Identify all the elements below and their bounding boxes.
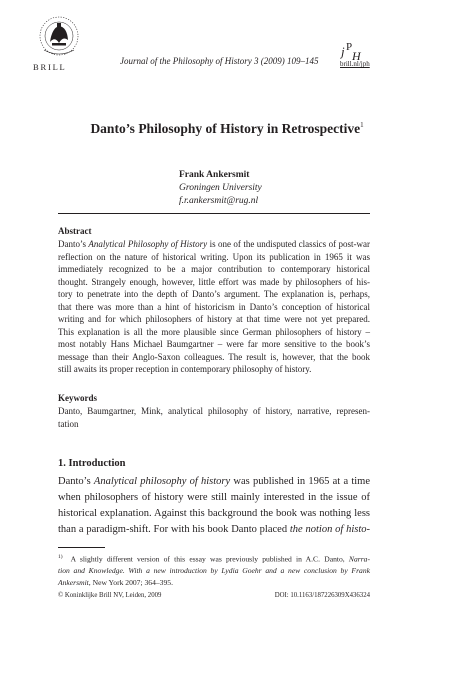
body-paragraph xyxy=(58,474,370,538)
title-footnote-marker[interactable]: 1 xyxy=(360,120,364,129)
footnote-marker: 1) xyxy=(58,554,63,560)
abstract-line: thought. Strangely enough, however, little effort was made by philosophers of his- xyxy=(58,276,370,287)
book-title: Analytical Philosophy of History xyxy=(88,239,208,249)
abstract-line: still awaits its proper reception in contemporary philosophy of history. xyxy=(58,364,312,374)
footnote-divider xyxy=(58,547,105,548)
footnote-line: tion and Knowledge. With a new introduction by Lydia Goehr and a new conclusion by Frank xyxy=(58,566,370,576)
publisher-name: BRILL xyxy=(33,62,67,72)
author-email[interactable]: f.r.ankersmit@rug.nl xyxy=(179,196,259,206)
book-title: Analytical philosophy of history xyxy=(93,476,231,487)
doi-link[interactable]: DOI: 10.1163/187226309X436324 xyxy=(274,592,370,599)
abstract-line: reflection on the nature of historical writing. Upon its publication in 1965 it was xyxy=(58,251,370,262)
keywords-line: tation xyxy=(58,418,79,429)
abstract-line: that there was more than a hint of historicism in Danto’s conception of historical xyxy=(58,301,370,312)
abstract-line: Danto’s Analytical Philosophy of History is one of the undisputed classics of post-war xyxy=(58,239,370,249)
abstract-line: immediately recognized to be a major contribution to contemporary historical xyxy=(58,264,370,274)
header-divider xyxy=(58,213,370,214)
body-line: than a paradigm-shift. For with his book Danto placed the notion of histo- xyxy=(58,524,370,535)
journal-citation: Journal of the Philosophy of History 3 (2009) 109–145 xyxy=(120,56,319,66)
abstract-line: tory to penetrate into the depth of Danto’s argument. The explanation is, perhaps, xyxy=(58,289,370,299)
journal-url-link[interactable]: brill.nl/jph xyxy=(340,60,370,68)
body-line: historical explanation. Against this background the book was nothing less xyxy=(58,508,370,519)
keywords-body xyxy=(58,405,370,430)
body-line: when philosophers of history were still mainly interested in the issue of xyxy=(58,492,370,503)
article-title xyxy=(0,121,454,137)
abstract-body xyxy=(58,238,370,376)
keywords-line: Danto, Baumgartner, Mink, analytical philosophy of history, narrative, represen- xyxy=(58,406,370,416)
footnote-line: Ankersmit, New York 2007; 364–395. xyxy=(58,577,173,587)
abstract-heading: Abstract xyxy=(58,226,92,236)
brill-logo xyxy=(32,12,86,62)
svg-text:P: P xyxy=(346,41,353,53)
author-name: Frank Ankersmit xyxy=(179,170,250,180)
svg-text:H: H xyxy=(352,49,361,63)
abstract-line: most notably Hans Michael Baumgartner – were far more sensitive to the book’s xyxy=(58,339,370,349)
author-affiliation: Groningen University xyxy=(179,183,262,193)
keywords-heading: Keywords xyxy=(58,393,97,403)
footnote-line: $^{1)}$ A slightly different version of this essay was previously published in A.C. Danto, Narra- xyxy=(58,554,370,564)
section-heading: 1. Introduction xyxy=(58,458,126,469)
abstract-line: writing and for which philosophers of history at that time were not yet prepared. xyxy=(58,314,370,324)
body-line: Danto’s Analytical philosophy of history was published in 1965 at a time xyxy=(58,476,371,487)
footnote xyxy=(58,552,370,588)
copyright-notice: © Koninklijke Brill NV, Leiden, 2009 xyxy=(58,592,162,599)
abstract-line: message than their Anglo-Saxon colleagues. The result is, however, that the book xyxy=(58,351,370,362)
emphasis: the notion of histo- xyxy=(289,524,370,535)
svg-text:j: j xyxy=(341,44,345,59)
article-title-text: Danto’s Philosophy of History in Retrospective xyxy=(90,121,361,136)
abstract-line: This explanation is all the more plausible since German philosophers of history – xyxy=(58,326,370,337)
